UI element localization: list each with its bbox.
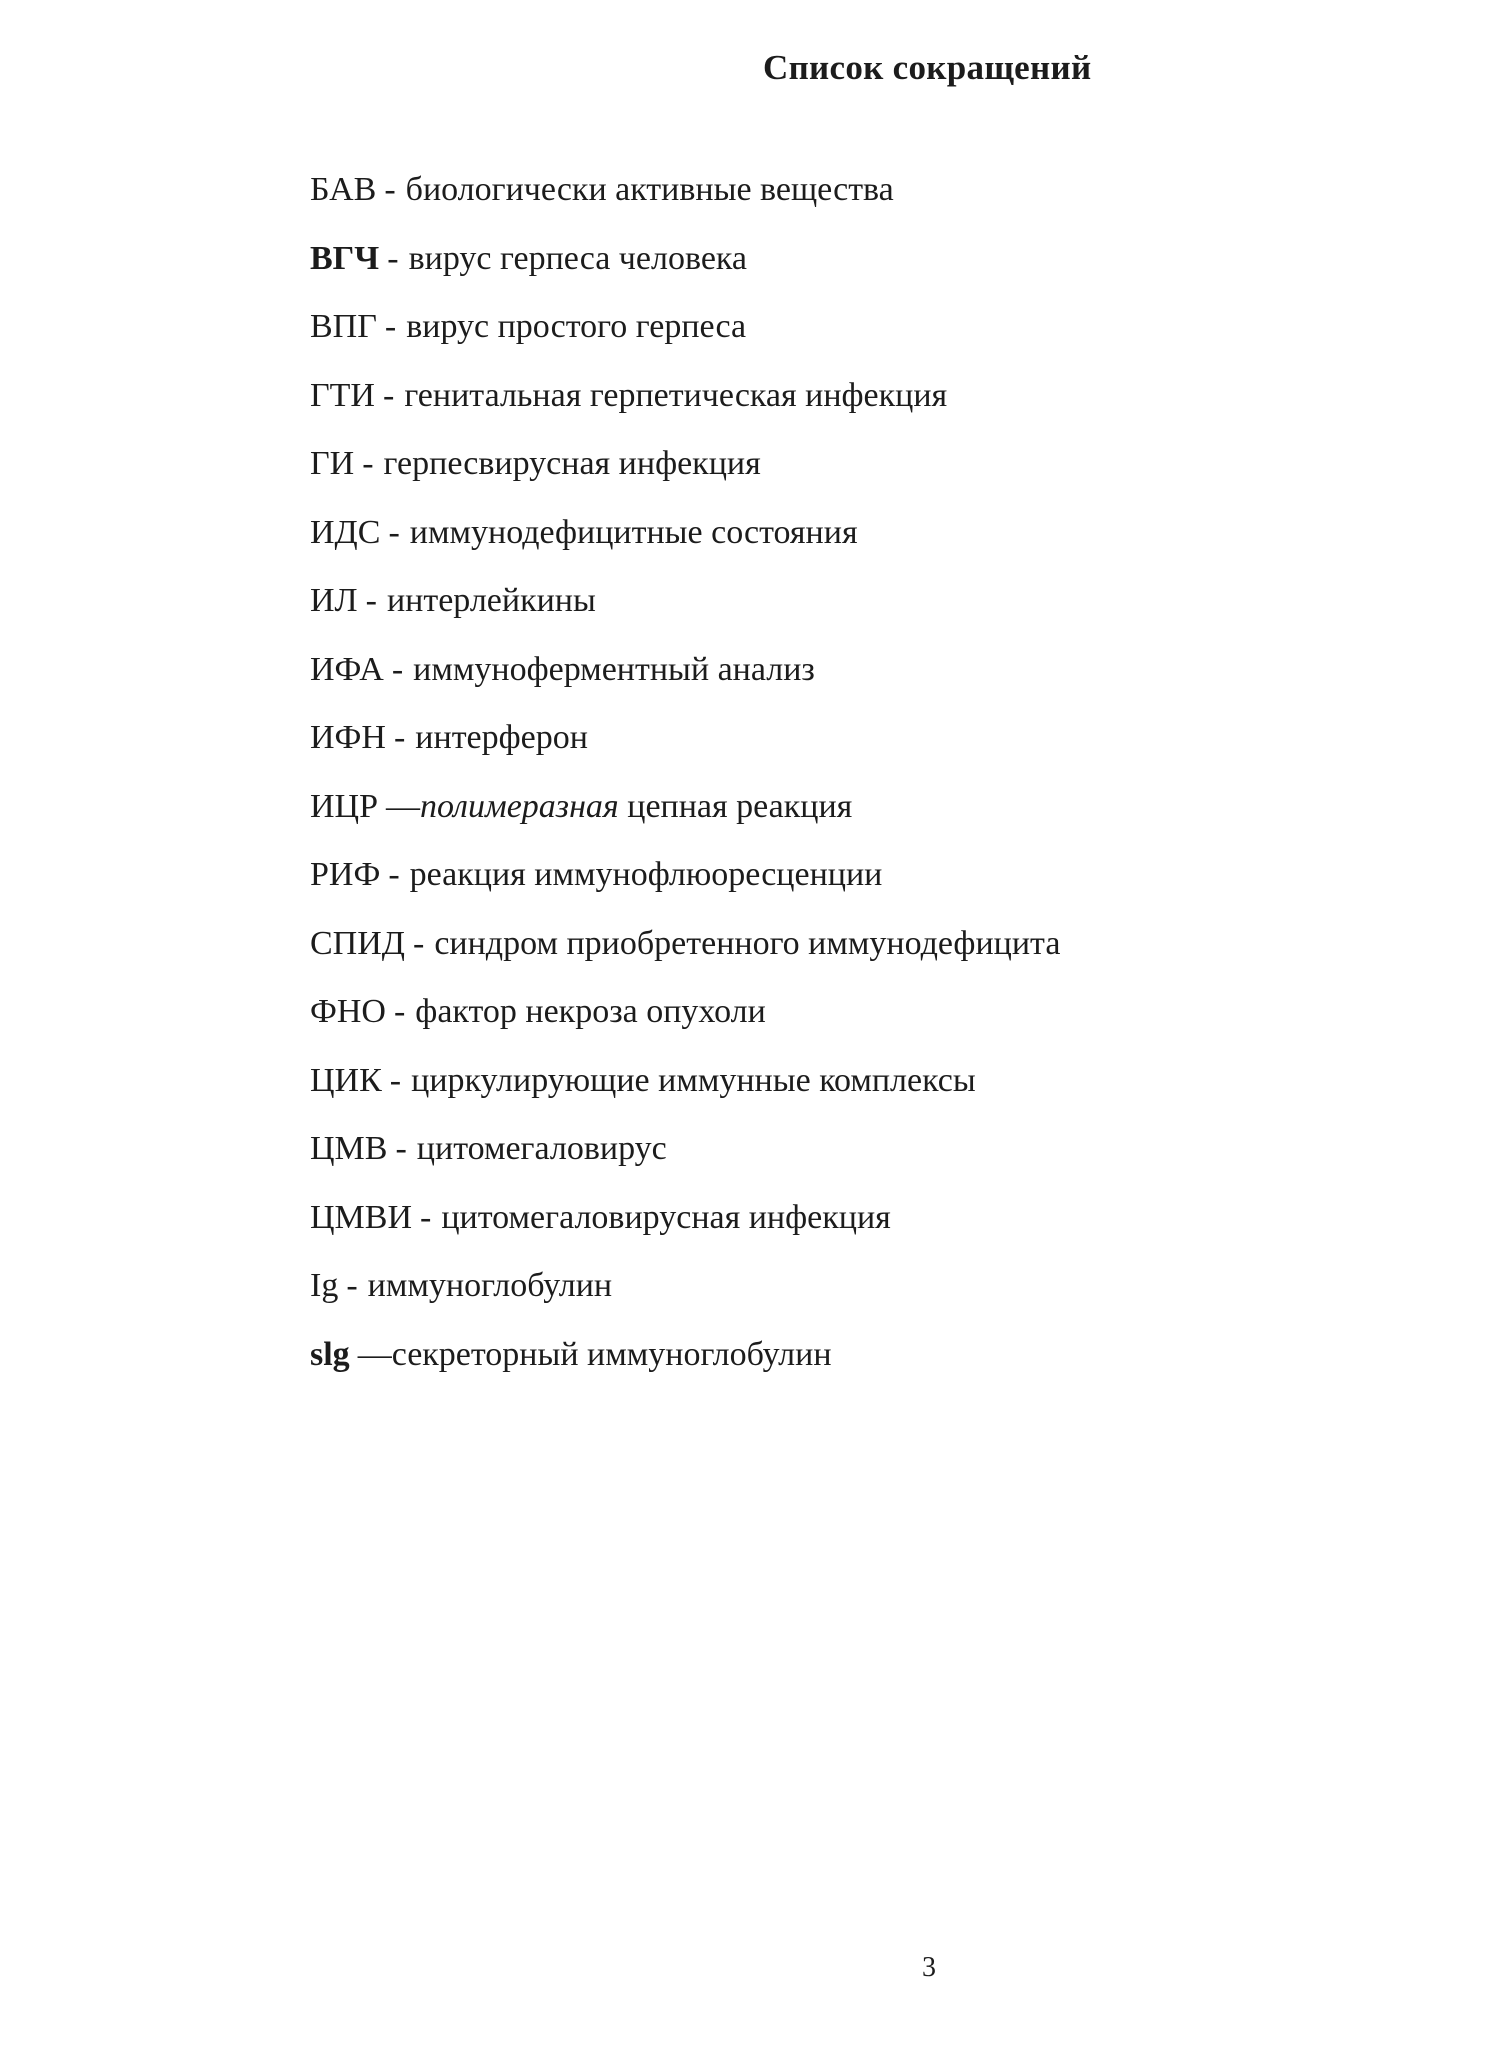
abbreviation-separator: - <box>420 1198 432 1236</box>
abbreviation-definition: синдром приобретенного иммунодефицита <box>434 924 1061 962</box>
page-title: Список сокращений <box>763 48 1092 87</box>
abbreviation-item-il <box>310 577 1060 646</box>
abbreviation-definition: цитомегаловирус <box>416 1130 667 1167</box>
abbreviation-term: ГТИ <box>310 376 375 414</box>
abbreviation-separator: - <box>412 924 425 962</box>
abbreviation-separator: - <box>388 856 400 893</box>
abbreviation-separator: - <box>395 1130 407 1167</box>
abbreviation-definition: цепная реакция <box>627 787 853 825</box>
abbreviation-term: ИДС <box>310 513 381 551</box>
abbreviation-term: ЦИК <box>310 1061 382 1099</box>
abbreviation-separator: - <box>389 1061 402 1099</box>
abbreviation-separator: - <box>391 650 404 688</box>
abbreviation-separator: — <box>386 787 421 825</box>
abbreviation-item-cik <box>310 1057 1060 1126</box>
abbreviation-definition: иммунодефицитные состояния <box>409 513 858 551</box>
abbreviation-definition: герпесвирусная инфекция <box>383 445 761 482</box>
abbreviation-term: ВГЧ <box>310 239 380 277</box>
abbreviation-list <box>310 166 1060 1399</box>
abbreviation-separator: - <box>382 376 395 414</box>
abbreviation-definition: секреторный иммуноглобулин <box>391 1335 832 1373</box>
page-number: 3 <box>922 1952 936 1983</box>
abbreviation-definition: иммуноферментный анализ <box>413 650 815 688</box>
abbreviation-term: БАВ <box>310 171 377 208</box>
abbreviation-item-vgch <box>310 235 1060 304</box>
abbreviation-term: РИФ <box>310 856 381 893</box>
abbreviation-term: ФНО <box>310 993 386 1030</box>
abbreviation-item-cmvi <box>310 1194 1060 1263</box>
abbreviation-term: slg <box>310 1335 350 1373</box>
abbreviation-definition: циркулирующие иммунные комплексы <box>411 1061 976 1099</box>
abbreviation-separator: - <box>393 993 406 1030</box>
abbreviation-separator: - <box>362 445 374 482</box>
abbreviation-definition: цитомегаловирусная инфекция <box>441 1198 891 1236</box>
abbreviation-item-ids <box>310 509 1060 578</box>
abbreviation-term: ИФН <box>310 719 386 756</box>
abbreviation-term: ИЦР <box>310 787 379 825</box>
abbreviation-term: ЦМВИ <box>310 1198 413 1236</box>
abbreviation-definition: генитальная герпетическая инфекция <box>404 376 948 414</box>
abbreviation-item-cmv <box>310 1125 1060 1194</box>
abbreviation-separator: - <box>388 513 400 551</box>
abbreviation-definition: фактор некроза опухоли <box>415 993 766 1030</box>
abbreviation-term: ЦМВ <box>310 1130 388 1167</box>
abbreviation-term: Ig <box>310 1267 339 1304</box>
abbreviation-definition-italic: полимеразная <box>420 787 619 825</box>
abbreviation-separator: - <box>365 582 377 619</box>
abbreviation-term: ИЛ <box>310 582 358 619</box>
abbreviation-definition: вирус герпеса человека <box>408 239 747 277</box>
abbreviation-item-fno <box>310 988 1060 1057</box>
abbreviation-separator: - <box>387 239 399 277</box>
abbreviation-definition: биологически активные вещества <box>405 171 894 208</box>
abbreviation-item-ifa <box>310 646 1060 715</box>
abbreviation-term: ГИ <box>310 445 355 482</box>
abbreviation-term: СПИД <box>310 924 405 962</box>
abbreviation-item-spid <box>310 920 1060 989</box>
abbreviation-definition: вирус простого герпеса <box>406 308 747 345</box>
abbreviation-definition: интерлейкины <box>386 582 596 619</box>
abbreviation-item-ifn <box>310 714 1060 783</box>
abbreviation-item-ig <box>310 1262 1060 1331</box>
abbreviation-separator: - <box>384 171 396 208</box>
abbreviation-item-gi <box>310 440 1060 509</box>
abbreviation-separator: - <box>393 719 406 756</box>
abbreviation-separator: - <box>346 1267 358 1304</box>
abbreviation-item-icr <box>310 783 1060 852</box>
abbreviation-term: ВПГ <box>310 308 377 345</box>
abbreviation-item-sig <box>310 1331 1060 1400</box>
abbreviation-item-gti <box>310 372 1060 441</box>
abbreviation-definition: реакция иммунофлюоресценции <box>409 856 883 893</box>
abbreviation-item-vpg <box>310 303 1060 372</box>
abbreviation-definition: интерферон <box>415 719 588 756</box>
abbreviation-separator: - <box>384 308 397 345</box>
abbreviation-item-bav <box>310 166 1060 235</box>
abbreviation-separator: — <box>357 1335 392 1373</box>
abbreviation-item-rif <box>310 851 1060 920</box>
abbreviation-definition: иммуноглобулин <box>367 1267 613 1304</box>
abbreviation-term: ИФА <box>310 650 384 688</box>
